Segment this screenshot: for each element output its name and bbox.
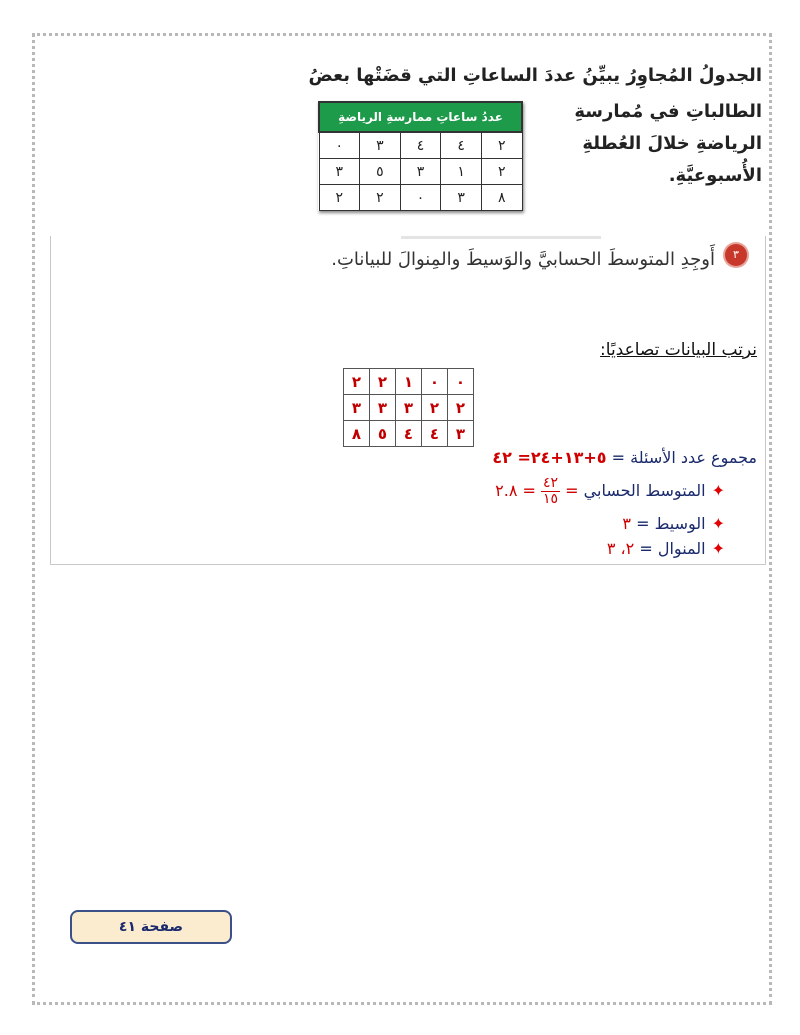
sum-label: مجموع عدد الأسئلة =	[611, 448, 757, 467]
table-row	[319, 159, 522, 185]
table-row	[319, 132, 522, 159]
table-cell: ٣	[344, 395, 370, 421]
table-row	[319, 185, 522, 211]
hours-table-header: عددُ ساعاتِ ممارسةِ الرياضةِ	[319, 102, 522, 132]
table-cell: ١	[396, 369, 422, 395]
table-row	[344, 369, 474, 395]
star-bullet-icon: ✦	[711, 481, 725, 500]
sorted-table	[343, 368, 474, 447]
table-cell: ٠	[400, 185, 441, 211]
question-number-badge: ٣	[725, 244, 747, 266]
table-cell: ٤	[400, 132, 441, 159]
question-section	[50, 236, 766, 565]
table-cell: ٤	[396, 421, 422, 447]
table-cell: ٣	[400, 159, 441, 185]
table-cell: ٣	[396, 395, 422, 421]
table-cell: ٢	[481, 132, 522, 159]
table-cell: ٢	[422, 395, 448, 421]
mode-line	[607, 539, 725, 558]
table-row	[344, 395, 474, 421]
table-cell: ٢	[370, 369, 396, 395]
table-cell: ٢	[448, 395, 474, 421]
mode-value: ٢، ٣	[606, 539, 635, 558]
question-text: أَوجِدِ المتوسطَ الحسابيَّ والوَسيطَ والمِنوالَ للبياناتِ.	[331, 249, 715, 270]
sum-line	[492, 448, 757, 467]
hours-table	[318, 101, 523, 211]
mean-line: ✦المتوسط الحسابي = $\frac{٤٢}{١٥}$ = ٢.٨	[495, 475, 725, 507]
median-label: الوسيط =	[636, 514, 706, 533]
mean-numerator: ٤٢	[543, 475, 559, 491]
page-number-button[interactable]: صفحة ٤١	[70, 910, 232, 944]
table-cell: ٣	[441, 185, 482, 211]
table-cell: ٣	[319, 159, 360, 185]
problem-rest: الطالباتِ في مُمارسةِ الرياضةِ خلالَ العُطلةِ الأُسبوعيَّةِ.	[574, 101, 762, 186]
table-row	[344, 421, 474, 447]
table-cell: ٢	[481, 159, 522, 185]
table-cell: ٤	[441, 132, 482, 159]
table-cell: ٢	[344, 369, 370, 395]
table-cell: ٠	[422, 369, 448, 395]
table-cell: ٨	[481, 185, 522, 211]
table-cell: ٤	[422, 421, 448, 447]
table-cell: ٢	[319, 185, 360, 211]
problem-line-1: الجدولُ المُجاوِرُ يبيِّنُ عددَ الساعاتِ التي قضَتْها بعضُ	[308, 65, 762, 86]
mean-value: = ٢.٨	[495, 481, 536, 500]
sort-label: نرتب البيانات تصاعديًا:	[600, 340, 757, 360]
table-cell: ٣	[360, 132, 401, 159]
table-cell: ٥	[360, 159, 401, 185]
sum-value: ٥+١٣+٢٤= ٤٢	[492, 448, 607, 467]
table-cell: ٣	[448, 421, 474, 447]
table-cell: ١	[441, 159, 482, 185]
table-cell: ٣	[370, 395, 396, 421]
median-line	[622, 514, 725, 533]
table-cell: ٨	[344, 421, 370, 447]
mode-label: المنوال =	[639, 539, 706, 558]
star-bullet-icon: ✦	[711, 539, 725, 558]
table-cell: ٢	[360, 185, 401, 211]
table-cell: ٥	[370, 421, 396, 447]
mean-label: المتوسط الحسابي	[583, 481, 706, 500]
mean-denominator: ١٥	[543, 491, 559, 507]
mean-fraction	[541, 476, 560, 507]
median-value: ٣	[622, 514, 631, 533]
table-cell: ٠	[448, 369, 474, 395]
star-bullet-icon: ✦	[711, 514, 725, 533]
table-cell: ٠	[319, 132, 360, 159]
